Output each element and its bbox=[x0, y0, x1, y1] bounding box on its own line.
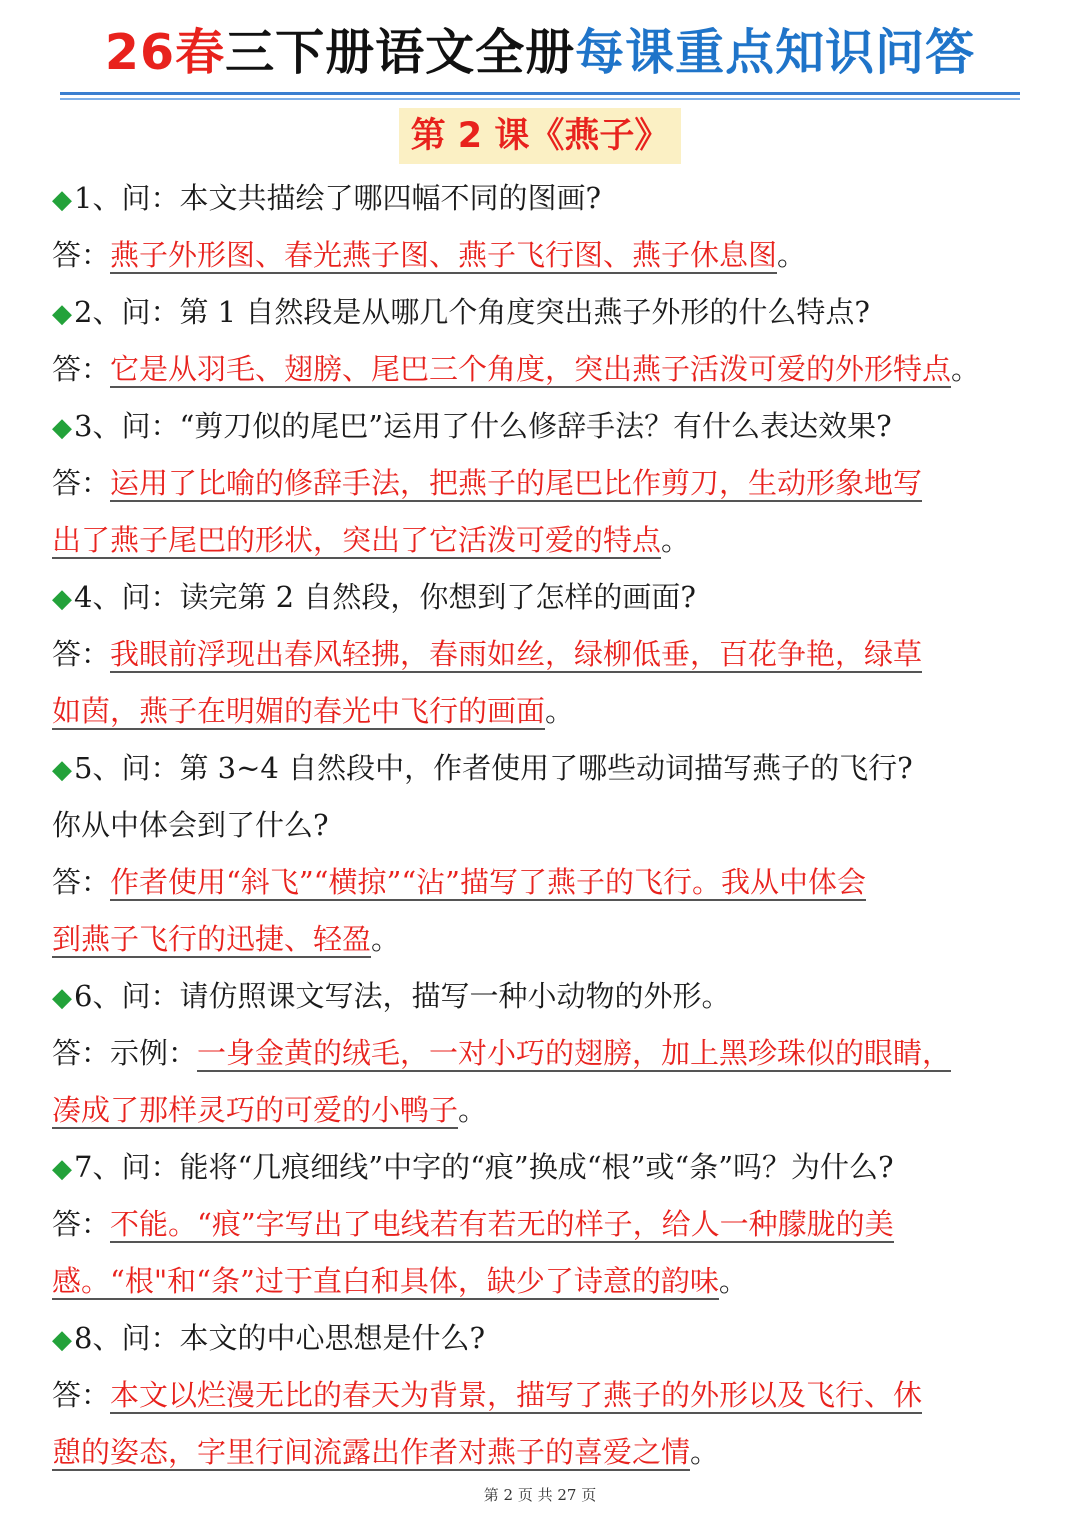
question-text: 1、问：本文共描绘了哪四幅不同的图画? bbox=[74, 181, 601, 215]
question-text: 2、问：第 1 自然段是从哪几个角度突出燕子外形的什么特点? bbox=[74, 295, 870, 329]
qa-item bbox=[52, 1139, 1028, 1310]
answer-label: 答： bbox=[52, 238, 111, 272]
green-diamond-icon: ◆ bbox=[52, 584, 72, 614]
qa-item bbox=[52, 284, 1028, 398]
question-line bbox=[52, 1139, 1028, 1196]
answer-line bbox=[52, 227, 1028, 284]
question-line bbox=[52, 968, 1028, 1025]
answer-label: 答： bbox=[52, 1378, 111, 1412]
question-line bbox=[52, 284, 1028, 341]
qa-item bbox=[52, 740, 1028, 968]
answer-line bbox=[52, 1082, 1028, 1139]
answer-line bbox=[52, 1196, 1028, 1253]
question-text: 5、问：第 3~4 自然段中，作者使用了哪些动词描写燕子的飞行? bbox=[74, 751, 913, 785]
answer-text: 燕子外形图、春光燕子图、燕子飞行图、燕子休息图 bbox=[110, 238, 778, 272]
green-diamond-icon: ◆ bbox=[52, 755, 72, 785]
green-diamond-icon: ◆ bbox=[52, 1325, 72, 1355]
green-diamond-icon: ◆ bbox=[52, 1154, 72, 1184]
title-divider bbox=[60, 92, 1020, 100]
qa-item bbox=[52, 170, 1028, 284]
answer-text: 本文以烂漫无比的春天为背景，描写了燕子的外形以及飞行、休 bbox=[110, 1378, 923, 1412]
page-title bbox=[52, 14, 1028, 92]
answer-line bbox=[52, 1367, 1028, 1424]
answer-end-punctuation: 。 bbox=[545, 694, 575, 728]
answer-text: 如茵，燕子在明媚的春光中飞行的画面 bbox=[52, 694, 546, 728]
lesson-heading-wrap bbox=[52, 108, 1028, 168]
answer-text: 不能。“痕”字写出了电线若有若无的样子，给人一种朦胧的美 bbox=[110, 1207, 894, 1241]
answer-end-punctuation: 。 bbox=[661, 523, 691, 557]
page-footer: 第 2 页 共 27 页 bbox=[483, 1486, 597, 1504]
answer-text: 到燕子飞行的迅捷、轻盈 bbox=[52, 922, 372, 956]
title-red: 26春 bbox=[104, 24, 226, 81]
answer-line bbox=[52, 512, 1028, 569]
question-text: 8、问：本文的中心思想是什么? bbox=[74, 1321, 485, 1355]
qa-item bbox=[52, 569, 1028, 740]
answer-label: 答：示例： bbox=[52, 1036, 198, 1070]
document-page bbox=[0, 14, 1080, 1519]
question-text: 7、问：能将“几痕细线”中字的“痕”换成“根”或“条”吗？为什么? bbox=[74, 1150, 894, 1184]
answer-end-punctuation: 。 bbox=[718, 1264, 748, 1298]
green-diamond-icon: ◆ bbox=[52, 185, 72, 215]
answer-label: 答： bbox=[52, 1207, 111, 1241]
question-line bbox=[52, 1310, 1028, 1367]
answer-text: 憩的姿态，字里行间流露出作者对燕子的喜爱之情 bbox=[52, 1435, 691, 1469]
question-text: 3、问：“剪刀似的尾巴”运用了什么修辞手法？有什么表达效果? bbox=[74, 409, 892, 443]
answer-label: 答： bbox=[52, 466, 111, 500]
answer-end-punctuation: 。 bbox=[371, 922, 401, 956]
question-text: 4、问：读完第 2 自然段，你想到了怎样的画面? bbox=[74, 580, 696, 614]
title-black: 三下册语文全册 bbox=[225, 24, 576, 81]
answer-line bbox=[52, 683, 1028, 740]
answer-text: 运用了比喻的修辞手法，把燕子的尾巴比作剪刀，生动形象地写 bbox=[110, 466, 923, 500]
answer-text: 感。“根"和“条”过于直白和具体，缺少了诗意的韵味 bbox=[52, 1264, 719, 1298]
answer-line bbox=[52, 854, 1028, 911]
answer-text: 作者使用“斜飞”“横掠”“沾”描写了燕子的飞行。我从中体会 bbox=[110, 865, 866, 899]
question-line-continued: 你从中体会到了什么? bbox=[52, 808, 329, 842]
qa-item bbox=[52, 398, 1028, 569]
answer-line bbox=[52, 626, 1028, 683]
question-line bbox=[52, 740, 1028, 797]
green-diamond-icon: ◆ bbox=[52, 983, 72, 1013]
answer-label: 答： bbox=[52, 637, 111, 671]
qa-item bbox=[52, 1310, 1028, 1481]
answer-line bbox=[52, 911, 1028, 968]
answer-text: 它是从羽毛、翅膀、尾巴三个角度，突出燕子活泼可爱的外形特点 bbox=[110, 352, 952, 386]
green-diamond-icon: ◆ bbox=[52, 299, 72, 329]
answer-text: 出了燕子尾巴的形状，突出了它活泼可爱的特点 bbox=[52, 523, 662, 557]
answer-end-punctuation: 。 bbox=[690, 1435, 720, 1469]
answer-line bbox=[52, 1253, 1028, 1310]
qa-item bbox=[52, 968, 1028, 1139]
lesson-heading: 第 2 课《燕子》 bbox=[399, 108, 682, 164]
answer-end-punctuation: 。 bbox=[777, 238, 807, 272]
answer-line bbox=[52, 341, 1028, 398]
answer-line bbox=[52, 455, 1028, 512]
answer-label: 答： bbox=[52, 352, 111, 386]
green-diamond-icon: ◆ bbox=[52, 413, 72, 443]
answer-text: 凑成了那样灵巧的可爱的小鸭子 bbox=[52, 1093, 459, 1127]
question-line bbox=[52, 398, 1028, 455]
title-blue: 每课重点知识问答 bbox=[575, 24, 976, 81]
question-line bbox=[52, 170, 1028, 227]
answer-line bbox=[52, 1424, 1028, 1481]
answer-line bbox=[52, 1025, 1028, 1082]
qa-list bbox=[52, 170, 1028, 1481]
question-text: 6、问：请仿照课文写法，描写一种小动物的外形。 bbox=[74, 979, 731, 1013]
question-line bbox=[52, 569, 1028, 626]
answer-end-punctuation: 。 bbox=[458, 1093, 488, 1127]
answer-end-punctuation: 。 bbox=[951, 352, 981, 386]
answer-label: 答： bbox=[52, 865, 111, 899]
answer-text: 一身金黄的绒毛，一对小巧的翅膀，加上黑珍珠似的眼睛， bbox=[197, 1036, 952, 1070]
answer-text: 我眼前浮现出春风轻拂，春雨如丝，绿柳低垂，百花争艳，绿草 bbox=[110, 637, 923, 671]
